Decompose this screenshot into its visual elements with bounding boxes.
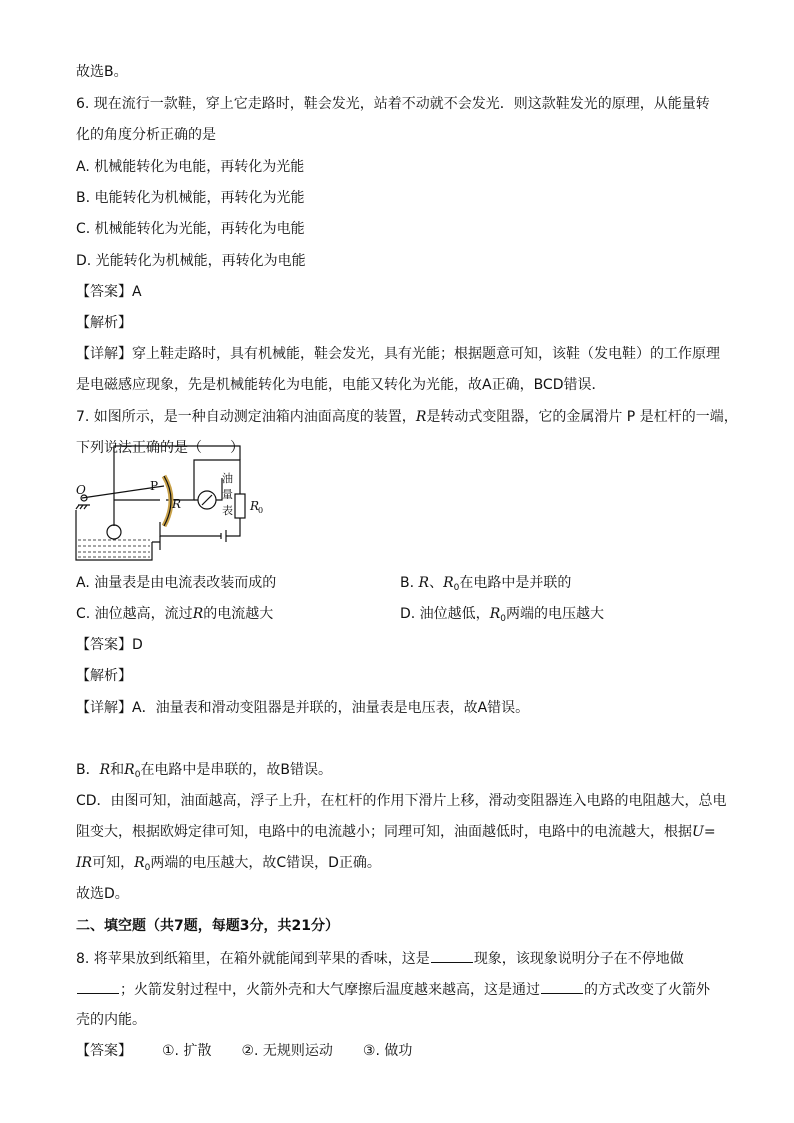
q8-stem-line2: [76, 979, 710, 1000]
q7-detail-cd-line2: [76, 822, 716, 842]
q7-option-d-text: 两端的电压越大: [505, 606, 604, 622]
q7-detail-b-sub: 0: [134, 770, 141, 780]
q7-detail-cd-equals: =: [703, 824, 716, 840]
q6-answer: 【答案】A: [76, 284, 142, 300]
q8-stem-text-b: 现象，该现象说明分子在不停地做: [473, 951, 684, 967]
q7-option-a: A. 油量表是由电流表改装而成的: [76, 575, 277, 591]
pivot-support: [76, 505, 90, 509]
wire-r0-down: [226, 518, 240, 536]
q8-answer-label: 【答案】: [76, 1043, 132, 1059]
q8-answer-2: ②. 无规则运动: [241, 1043, 333, 1059]
q7-detail-cd-var-u: U: [692, 824, 704, 840]
fuel-gauge-circuit-diagram: [74, 438, 274, 566]
q7-detail-a: 【详解】A．油量表和滑动变阻器是并联的，油量表是电压表，故A错误。: [76, 700, 530, 716]
resistor-r0: [235, 494, 245, 518]
q7-detail-b-prefix: B．: [76, 762, 100, 778]
q7-detail-cd-sub: 0: [144, 863, 151, 873]
q6-stem-line2: 化的角度分析正确的是: [76, 127, 216, 143]
wire-battery-to-rheostat: [160, 522, 221, 536]
q7-detail-cd-var-ir: IR: [76, 855, 93, 871]
q7-detail-cd-line3-mid: 可知，: [92, 855, 135, 871]
battery-cell: [221, 530, 226, 542]
label-r0-sub: 0: [258, 506, 264, 515]
q7-detail-b-var-r0: R: [124, 762, 135, 778]
q7-option-b-var-r0: R: [443, 575, 454, 591]
q7-conclusion: 故选D。: [76, 886, 129, 902]
oil-level-lines: [78, 540, 150, 557]
q6-option-d: D. 光能转化为机械能，再转化为电能: [76, 253, 306, 269]
q7-detail-cd-line3-text: 两端的电压越大，故C错误，D正确。: [150, 855, 381, 871]
q6-analysis-heading: 【解析】: [76, 315, 132, 331]
meter-needle: [202, 495, 212, 505]
q6-detail-line1: 【详解】穿上鞋走路时，具有机械能，鞋会发光，具有光能；根据题意可知，该鞋（发电鞋）的工作原理: [76, 346, 720, 362]
q6-option-c: C. 机械能转化为光能，再转化为电能: [76, 221, 305, 237]
q8-stem-text-c: ；火箭发射过程中，火箭外壳和大气摩擦后温度越来越高，这是通过: [120, 982, 540, 998]
q7-option-b-prefix: B.: [400, 575, 419, 591]
q6-option-b: B. 电能转化为机械能，再转化为光能: [76, 190, 305, 206]
q6-stem-line1: 6. 现在流行一款鞋，穿上它走路时，鞋会发光，站着不动就不会发光．则这款鞋发光的原理，从能量转: [76, 96, 710, 112]
q7-stem-text-a: 7. 如图所示，是一种自动测定油箱内油面高度的装置，: [76, 409, 416, 425]
meter-label-1: 油: [222, 472, 233, 485]
q8-stem-text-d: 的方式改变了火箭外: [584, 982, 710, 998]
q8-stem-line1: [76, 948, 684, 969]
q7-option-c: [76, 604, 273, 624]
q6-detail-line2: 是电磁感应现象，先是机械能转化为电能，电能又转化为光能，故A正确，BCD错误．: [76, 377, 606, 393]
q7-detail-cd-var-r0: R: [134, 855, 145, 871]
label-p: P: [150, 479, 159, 493]
q7-answer: 【答案】D: [76, 637, 143, 653]
q7-stem-text-b: 是转动式变阻器，它的金属滑片 P 是杠杆的一端，: [426, 409, 738, 425]
label-r0: R: [250, 499, 260, 513]
q7-option-b: [400, 573, 571, 598]
q7-detail-cd-line2-text: 阻变大，根据欧姆定律可知，电路中的电流越小；同理可知，油面越低时，电路中的电流越大，根据: [76, 824, 692, 840]
q7-stem-line2: 下列说法正确的是（ ）: [76, 440, 244, 456]
q8-blank-3: [541, 979, 583, 994]
q7-detail-b-and: 和: [110, 762, 125, 778]
label-o: O: [76, 483, 86, 497]
q7-option-d: [400, 604, 604, 629]
tank-outlet: [152, 536, 160, 550]
q6-option-a: A. 机械能转化为电能，再转化为光能: [76, 159, 305, 175]
q7-option-b-text: 在电路中是并联的: [459, 575, 572, 591]
meter-label-3: 表: [222, 504, 233, 517]
q8-stem-text-a: 8. 将苹果放到纸箱里，在箱外就能闻到苹果的香味，这是: [76, 951, 430, 967]
q7-option-d-sub: 0: [500, 614, 506, 624]
meter-label-2: 量: [222, 488, 233, 501]
q7-stem-var-r: R: [415, 409, 427, 425]
q8-answer: [76, 1041, 412, 1061]
q8-answer-3: ③. 做功: [362, 1043, 413, 1059]
q7-detail-cd-line3: [76, 853, 381, 878]
q7-option-d-var-r: R: [489, 606, 501, 622]
q8-answer-1: ①. 扩散: [162, 1043, 212, 1059]
q7-analysis-heading: 【解析】: [76, 668, 132, 684]
q7-option-c-prefix: C. 油位越高，流过: [76, 606, 193, 622]
q8-stem-line3: 壳的内能。: [76, 1012, 146, 1028]
q7-option-b-sep: 、: [429, 575, 444, 591]
section-heading-fill-in: 二、填空题（共7题，每题3分，共21分）: [76, 918, 339, 934]
float-ball: [107, 525, 121, 539]
label-r: R: [172, 497, 182, 511]
q7-detail-b-var-r: R: [99, 762, 111, 778]
q7-option-b-sub: 0: [453, 583, 460, 593]
q7-option-b-var-r: R: [418, 575, 430, 591]
q7-option-c-var-r: R: [192, 606, 204, 622]
line-q5-conclusion: 故选B。: [76, 64, 128, 80]
q8-blank-1: [431, 948, 473, 963]
q8-blank-2: [77, 979, 119, 994]
q7-detail-cd-line1: CD．由图可知，油面越高，浮子上升，在杠杆的作用下滑片上移，滑动变阻器连入电路的电阻越大，总电: [76, 793, 727, 809]
q7-detail-b: [76, 760, 332, 785]
q7-option-d-prefix: D. 油位越低，: [400, 606, 490, 622]
q7-stem-line1: [76, 407, 738, 427]
q7-detail-b-text: 在电路中是串联的，故B错误。: [140, 762, 333, 778]
q7-option-c-text: 的电流越大: [203, 606, 274, 622]
